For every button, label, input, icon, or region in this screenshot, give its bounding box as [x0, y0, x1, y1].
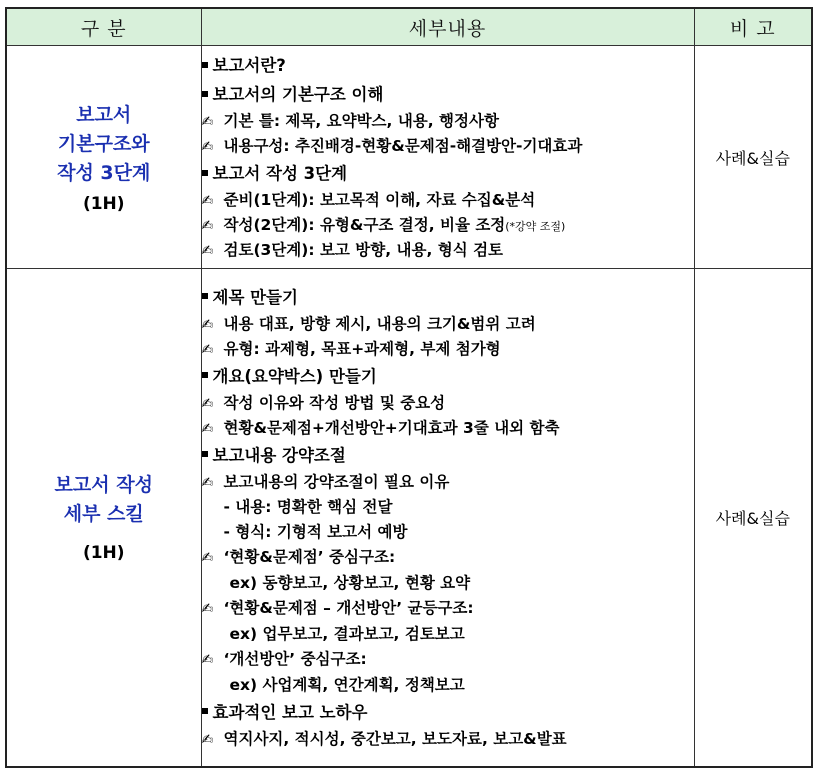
bullet-item: [202, 312, 694, 337]
category-line: 보고서: [76, 103, 132, 126]
header-detail: 세부내용: [201, 8, 694, 46]
bullet-item: [202, 647, 694, 672]
section-heading: [202, 80, 694, 109]
section-heading: [202, 698, 694, 727]
category-line: 보고서 작성: [54, 474, 153, 497]
item-text: ‘현황&문제점 – 개선방안’ 균등구조:: [223, 598, 474, 617]
bullet-item: [202, 337, 694, 362]
item-text: ex) 사업계획, 연간계획, 정책보고: [229, 675, 465, 694]
bullet-item: [202, 188, 694, 213]
header-category: 구 분: [6, 8, 201, 46]
item-text: 작성(2단계): 유형&구조 결정, 비율 조정: [223, 216, 506, 234]
section-heading: [202, 283, 694, 312]
note-cell: 사례&실습: [694, 269, 812, 767]
category-line: 작성 3단계: [57, 161, 151, 184]
bullet-item: [202, 727, 694, 752]
item-text: 개요(요약박스) 만들기: [212, 366, 377, 386]
square-bullet-icon: [202, 372, 208, 378]
item-text: - 내용: 명확한 핵심 전달: [223, 497, 393, 516]
writing-hand-icon: ✍: [201, 316, 214, 333]
category-line: 세부 스킬: [63, 503, 144, 526]
square-bullet-icon: [202, 170, 208, 176]
bullet-item: [202, 416, 694, 441]
writing-hand-icon: ✍: [201, 549, 214, 566]
writing-hand-icon: ✍: [201, 420, 214, 437]
square-bullet-icon: [202, 451, 208, 457]
bullet-item: [202, 134, 694, 159]
item-text: ex) 업무보고, 결과보고, 검토보고: [229, 624, 465, 643]
item-text: 보고서 작성 3단계: [212, 164, 348, 183]
writing-hand-icon: ✍: [201, 139, 214, 155]
item-text: 내용구성: 추진배경-현황&문제점-해결방안-기대효과: [223, 137, 583, 155]
item-text: ex) 동향보고, 상황보고, 현황 요약: [229, 573, 471, 592]
item-note: (*강약 조절): [505, 220, 566, 233]
detail-cell: [201, 269, 694, 767]
example-item: [202, 672, 694, 698]
table-row: [6, 269, 812, 767]
bullet-item: [202, 545, 694, 570]
writing-hand-icon: ✍: [201, 395, 214, 412]
bullet-item: [202, 596, 694, 621]
bullet-item: [202, 109, 694, 134]
item-text: 준비(1단계): 보고목적 이해, 자료 수집&분석: [223, 191, 536, 209]
item-text: ‘현황&문제점’ 중심구조:: [223, 547, 396, 566]
bullet-item: [202, 470, 694, 495]
square-bullet-icon: [202, 62, 208, 68]
category-cell: [6, 269, 201, 767]
section-heading: [202, 441, 694, 470]
item-text: 보고서란?: [212, 56, 286, 75]
writing-hand-icon: ✍: [201, 193, 214, 209]
duration: (1H): [82, 543, 125, 564]
item-text: 내용 대표, 방향 제시, 내용의 크기&범위 고려: [223, 314, 536, 333]
example-item: [202, 570, 694, 596]
item-text: ‘개선방안’ 중심구조:: [223, 649, 367, 668]
square-bullet-icon: [202, 708, 208, 714]
item-text: - 형식: 기형적 보고서 예방: [223, 522, 408, 541]
item-text: 현황&문제점+개선방안+기대효과 3줄 내외 함축: [223, 418, 560, 437]
course-table: [5, 7, 813, 768]
writing-hand-icon: ✍: [201, 651, 214, 668]
header-row: [6, 8, 812, 46]
section-heading: [202, 362, 694, 391]
item-text: 효과적인 보고 노하우: [212, 702, 368, 722]
bullet-item: [202, 213, 694, 238]
category-cell: [6, 46, 201, 269]
writing-hand-icon: ✍: [201, 218, 214, 234]
sub-item: [202, 520, 694, 545]
table-row: [6, 46, 812, 269]
header-note: 비 고: [694, 8, 812, 46]
item-text: 보고내용의 강약조절이 필요 이유: [223, 472, 450, 491]
detail-cell: [201, 46, 694, 269]
sub-item: [202, 495, 694, 520]
item-text: 검토(3단계): 보고 방향, 내용, 형식 검토: [223, 241, 504, 259]
note-cell: 사례&실습: [694, 46, 812, 269]
example-item: [202, 621, 694, 647]
item-text: 제목 만들기: [212, 287, 298, 307]
writing-hand-icon: ✍: [201, 114, 214, 130]
square-bullet-icon: [202, 91, 208, 97]
writing-hand-icon: ✍: [201, 243, 214, 259]
item-text: 유형: 과제형, 목표+과제형, 부제 첨가형: [223, 339, 501, 358]
writing-hand-icon: ✍: [201, 731, 214, 748]
item-text: 기본 틀: 제목, 요약박스, 내용, 행정사항: [223, 112, 499, 130]
writing-hand-icon: ✍: [201, 341, 214, 358]
writing-hand-icon: ✍: [201, 600, 214, 617]
bullet-item: [202, 391, 694, 416]
item-text: 작성 이유와 작성 방법 및 중요성: [223, 393, 446, 412]
writing-hand-icon: ✍: [201, 474, 214, 491]
item-text: 역지사지, 적시성, 중간보고, 보도자료, 보고&발표: [223, 729, 567, 748]
item-text: 보고내용 강약조절: [212, 445, 346, 465]
section-heading: [202, 159, 694, 188]
item-text: 보고서의 기본구조 이해: [212, 85, 384, 104]
section-heading: [202, 51, 694, 80]
duration: (1H): [82, 193, 125, 214]
square-bullet-icon: [202, 293, 208, 299]
category-line: 기본구조와: [57, 132, 150, 155]
bullet-item: [202, 238, 694, 263]
